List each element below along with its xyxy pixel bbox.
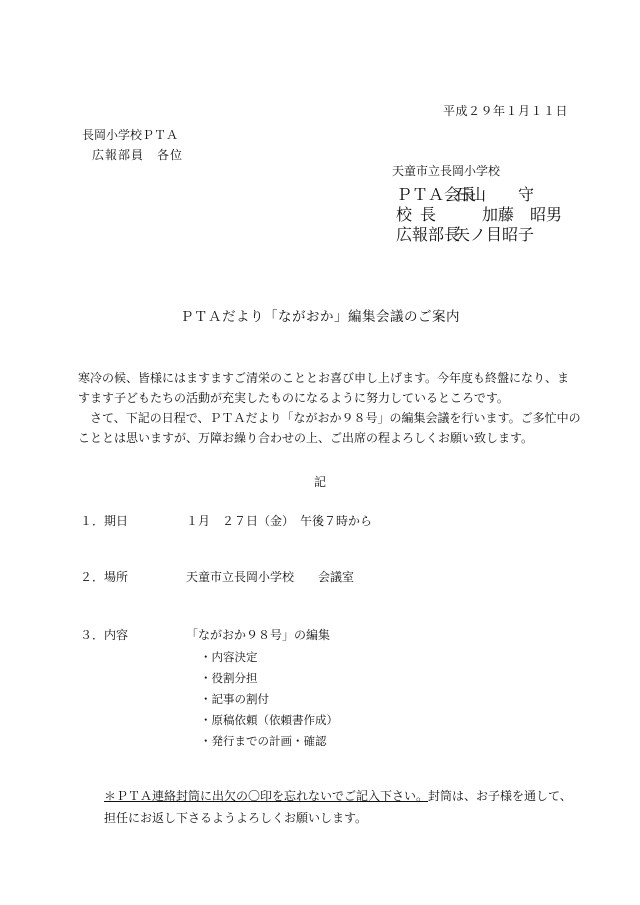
notice-line-2: 担任にお返し下さるようよろしくお願いします。 [104, 811, 368, 825]
ki-heading: 記 [313, 475, 326, 489]
list-item: ・役割分担 [200, 671, 258, 685]
list-item: ・記事の割付 [200, 692, 269, 706]
sender-school: 天童市立長岡小学校 [392, 164, 501, 178]
recipient-members: 広報部員 各位 [92, 148, 184, 162]
sender-name: 加藤 昭男 [482, 205, 563, 224]
item-value-content: 「ながおか９８号」の編集 [186, 628, 331, 642]
sender-name: 石山 守 [454, 185, 535, 204]
body-text [78, 368, 581, 448]
sender-role: ＰＴＡ会長 [396, 185, 477, 204]
item-label-place: ２．場所 [80, 570, 129, 584]
sender-row-pr-chief [396, 222, 534, 245]
item-label-date: １．期日 [80, 514, 129, 528]
item-value-place: 天童市立長岡小学校 会議室 [186, 570, 355, 584]
body-line: さて、下記の日程で、ＰＴＡだより「ながおか９８号」の編集会議を行います。ご多忙中の [78, 411, 581, 425]
sender-role: 校長 [396, 205, 445, 224]
notice-underlined: ＊ＰＴＡ連絡封筒に出欠の〇印を忘れないでご記入下さい。 [104, 789, 429, 803]
sender-name: 矢ノ目昭子 [454, 225, 535, 244]
notice-line-1 [104, 785, 572, 807]
list-item: ・内容決定 [200, 650, 258, 664]
sender-role: 広報部長 [396, 225, 461, 244]
item-value-date: １月 ２７日（金） 午後７時から [186, 514, 373, 528]
document-title: ＰＴＡだより「ながおか」編集会議のご案内 [180, 309, 460, 325]
document-date: 平成２９年１月１１日 [442, 104, 568, 118]
recipient-organization: 長岡小学校ＰＴＡ [82, 128, 179, 142]
body-line: すます子どもたちの活動が充実したものになるように努力しているところです。 [78, 391, 509, 405]
item-label-content: ３．内容 [80, 628, 129, 642]
body-line: 寒冷の候、皆様にはますますご清栄のこととお喜び申し上げます。今年度も終盤になり、ま [78, 371, 570, 385]
notice-rest: 封筒は、お子様を通して、 [428, 789, 572, 803]
notice [104, 785, 572, 829]
list-item: ・発行までの計画・確認 [200, 734, 327, 748]
list-item: ・原稿依頼（依頼書作成） [200, 713, 338, 727]
body-line: こととは思いますが、万障お繰り合わせの上、ご出席の程よろしくお願い致します。 [78, 431, 534, 445]
content-bullet-list [200, 647, 338, 752]
